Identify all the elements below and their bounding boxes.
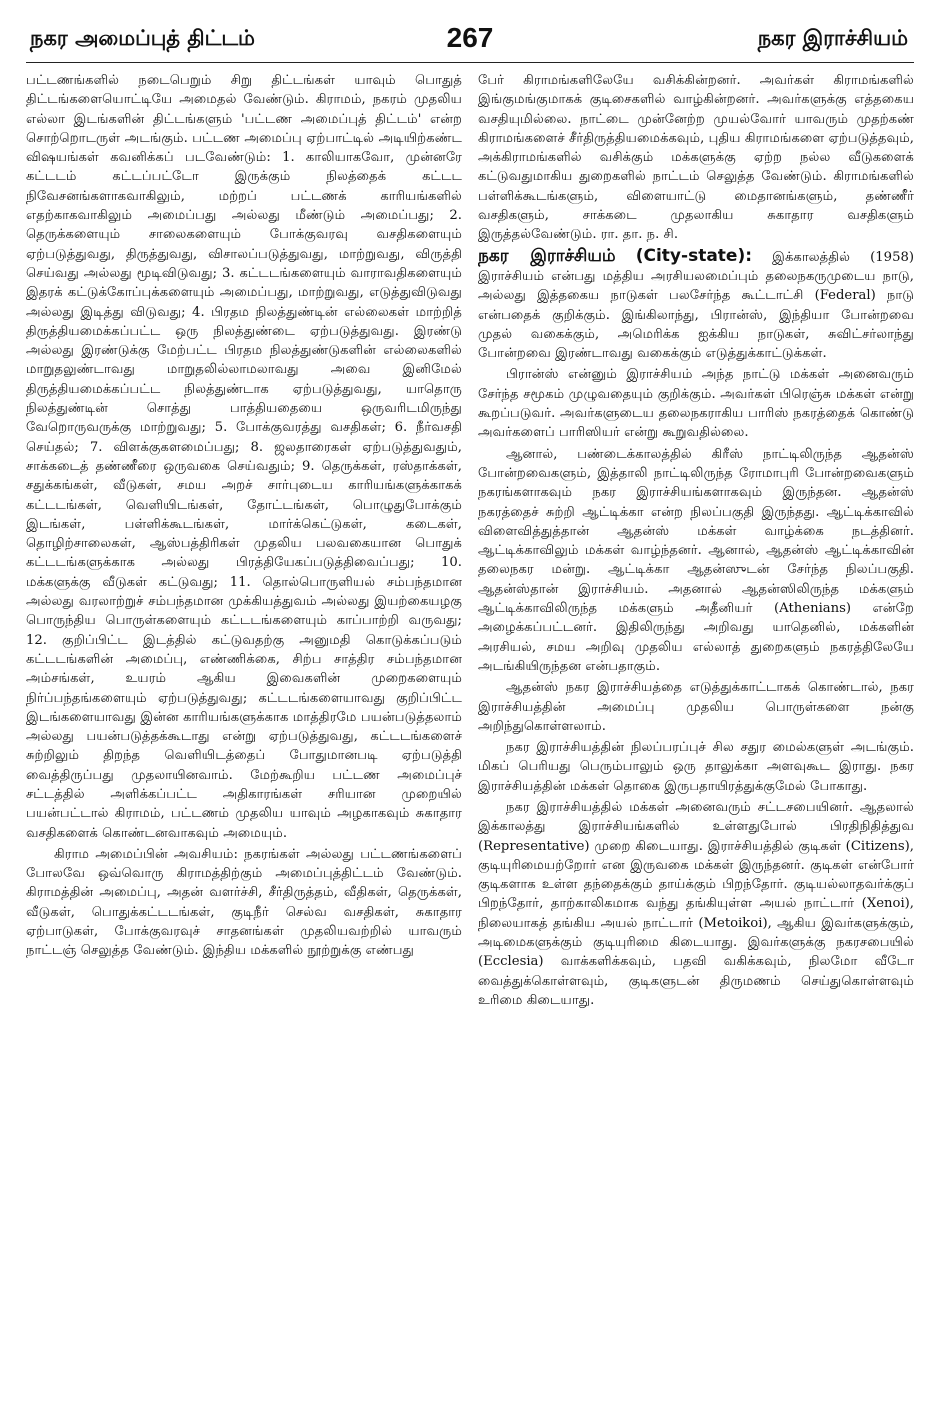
author-signature: ரா. தா. ந. சி. xyxy=(600,227,679,243)
running-title-left: நகர அமைப்புத் திட்டம் xyxy=(30,26,255,50)
page-number: 267 xyxy=(446,22,494,53)
paragraph: ஆனால், பண்டைக்காலத்தில் கிரீஸ் நாட்டிலிருந்த ஆதன்ஸ் போன்றவைகளும், இத்தாலி நாட்டிலிருந்த ரோமாபுரி போன்றவைகளும் நகரங்களாகவும் நகர இராச்சியங்களாகவும் இருந்தன. ஆதன்ஸ் நகரத்தைச் சுற்றி ஆட்டிக்கா என்ற நிலப்பகுதி இருந்தது. ஆட்டிக்காவில் விளைவித்துத்தான் ஆதன்ஸ் மக்கள் வாழ்க்கை நடத்தினர். ஆட்டிக்காவிலும் மக்கள் வாழ்ந்தனர். ஆனால், ஆதன்ஸ் ஆட்டிக்காவின் தலைநகர மன்று. ஆட்டிக்கா ஆதன்ஸுடன் சேர்ந்த நிலப்பகுதி. ஆதன்ஸ்தான் இராச்சியம். அதனால் ஆதன்ஸிலிருந்த மக்களும் ஆட்டிக்காவிலிருந்த மக்களும் அதீனியர் (Athenians) என்றே அழைக்கப்பட்டனர். இதிலிருந்து அறிவது யாதெனில், மக்களின் அரசியல், சமய அறிவு முதலிய எல்லாத் துறைகளும் நகரத்திலேயே அடங்கியிருந்தன என்பதாகும். xyxy=(478,446,914,674)
paragraph: நகர இராச்சியத்தின் நிலப்பரப்புச் சில சதுர மைல்களுள் அடங்கும். மிகப் பெரியது பெரும்பாலும் ஒரு தாலுக்கா அளவுகூட இராது. நகர இராச்சியத்தின் மக்கள் தொகை இருபதாயிரத்துக்குமேல் போகாது. xyxy=(478,740,914,794)
paragraph: நகர இராச்சியத்தில் மக்கள் அனைவரும் சட்டசபையினர். ஆதலால் இக்காலத்து இராச்சியங்களில் உள்ளதுபோல் பிரதிநிதித்துவ (Representative) முறை கிடையாது. இராச்சியத்தில் குடிகள் (Citizens), குடியுரிமையற்றோர் என இருவகை மக்கள் இருந்தனர். குடிகள் என்போர் குடிகளாக உள்ள தந்தைக்கும் தாய்க்கும் பிறந்தோர். குடியல்லாதவர்க்குப் பிறந்தோர், தாற்காலிகமாக வந்து தங்கியுள்ள அயல் நாட்டார் (Xenoi), நிலையாகத் தங்கிய அயல் நாட்டார் (Metoikoi), ஆகிய இவர்களுக்கும், அடிமைகளுக்கும் குடியுரிமை கிடையாது. இவர்களுக்கு நகரசபையில் (Ecclesia) வாக்களிக்கவும், பதவி வகிக்கவும், நிலமோ வீடோ வைத்துக்கொள்ளவும், குடிகளுடன் திருமணம் செய்துகொள்ளவும் உரிமை கிடையாது. xyxy=(478,799,914,1008)
page-header xyxy=(26,22,914,63)
paragraph: ஆதன்ஸ் நகர இராச்சியத்தை எடுத்துக்காட்டாகக் கொண்டால், நகர இராச்சியத்தின் அமைப்பு முதலிய பொருள்களை நன்கு அறிந்துகொள்ளலாம். xyxy=(478,680,914,734)
left-column xyxy=(26,71,462,1421)
paragraph: கிராம அமைப்பின் அவசியம்: நகரங்கள் அல்லது பட்டணங்களைப் போலவே ஒவ்வொரு கிராமத்திற்கும் அமைப்புத்திட்டம் வேண்டும். கிராமத்தின் அமைப்பு, அதன் வளர்ச்சி, சீர்திருத்தம், வீதிகள், தெருக்கள், வீடுகள், பொதுக்கட்டடங்கள், குடிநீர் செல்வ வசதிகள், சுகாதார ஏற்பாடுகள், போக்குவரவுச் சாதனங்கள் முதலியவற்றில் யாவரும் நாட்டஞ் செலுத்த வேண்டும். இந்திய மக்களில் நூற்றுக்கு எண்பது xyxy=(26,846,462,959)
right-column xyxy=(478,71,914,1421)
entry-headword-english: (City-state): xyxy=(635,245,753,266)
paragraph: பிரான்ஸ் என்னும் இராச்சியம் அந்த நாட்டு மக்கள் அனைவரும் சேர்ந்த சமூகம் முழுவதையும் குறிக்கும். அவர்கள் பிரெஞ்சு மக்கள் என்று கூறப்படுவர். அவர்களுடைய தலைநகராகிய பாரிஸ் நகரத்தைக் கொண்டு அவர்களைப் பாரிஸியர் என்று கூறுவதில்லை. xyxy=(478,367,914,441)
paragraph-text: பேர் கிராமங்களிலேயே வசிக்கின்றனர். அவர்கள் கிராமங்களில் இங்குமங்குமாகக் குடிசைகளில் வாழ்கின்றனர். அவர்களுக்கு எத்தகைய வசதியுமில்லை. நாட்டை முன்னேற்ற முயல்வோர் யாவரும் முதற்கண் கிராமங்களைச் சீர்திருத்தியமைக்கவும், புதிய கிராமங்களை ஏற்படுத்தவும், அக்கிராமங்களில் வசிக்கும் மக்களுக்கு ஏற்ற நல்ல வீடுகளைக் கட்டுவதுமாகிய துறைகளில் நாட்டம் செலுத்த வேண்டும். கிராமங்களில் பள்ளிக்கூடங்களும், விளையாட்டு மைதானங்களும், தண்ணீர் வசதிகளும், சாக்கடை முதலாகிய சுகாதார வசதிகளும் இருத்தல்வேண்டும். xyxy=(478,73,914,243)
paragraph xyxy=(478,71,914,245)
paragraph-text: இக்காலத்தில் (1958) இராச்சியம் என்பது மத்திய அரசியலமைப்பும் தலைநகருமுடைய நாடு, அல்லது இத்தகைய நாடுகள் பலசேர்ந்த கூட்டாட்சி (Federal) நாடு என்பதைக் குறிக்கும். இங்கிலாந்து, பிரான்ஸ், இந்தியா போன்றவை முதல் வகைக்கும், அமெரிக்க ஐக்கிய நாடுகள், சுவிட்சர்லாந்து போன்றவை இரண்டாவது வகைக்கும் எடுத்துக்காட்டுக்கள். xyxy=(478,249,914,362)
running-title-right: நகர இராச்சியம் xyxy=(757,26,908,50)
entry-headword: நகர இராச்சியம் xyxy=(478,245,616,266)
paragraph: பட்டணங்களில் நடைபெறும் சிறு திட்டங்கள் யாவும் பொதுத் திட்டங்களையொட்டியே அமைதல் வேண்டும். கிராமம், நகரம் முதலிய எல்லா இடங்களின் திட்டங்களும் 'பட்டண அமைப்புத் திட்டம்' என்ற சொற்றொடருள் அடங்கும். பட்டண அமைப்பு ஏற்பாட்டில் அடியிற்கண்ட விஷயங்கள் கவனிக்கப் படவேண்டும்: 1. காலியாகவோ, முன்னரே கட்டடம் கட்டப்பட்டோ இருக்கும் நிலத்தைக் கட்டட நிவேசனங்களாகவாகிலும், மற்றப் பட்டணக் காரியங்களில் எதற்காகவாகிலும் அமைப்பது அல்லது மீண்டும் அமைப்பது; 2. தெருக்களையும் சாலைகளையும் போக்குவரவு வசதிகளையும் ஏற்படுத்துவது, திருத்துவது, விசாலப்படுத்துவது, மாற்றுவது, விருத்தி செய்வது அல்லது மூடிவிடுவது; 3. கட்டடங்களையும் வாராவதிகளையும் இதரக் கட்டுக்கோப்புக்களையும் அமைப்பது, மாற்றுவது, எடுத்துவிடுவது அல்லது இடித்து விடுவது; 4. பிரதம நிலத்துண்டின் எல்லைகள் மாற்றித் திருத்தியமைக்கப்பட்ட ஒரு நிலத்துண்டை ஏற்படுத்துவது. இரண்டு அல்லது இரண்டுக்கு மேற்பட்ட பிரதம நிலத்துண்டுகளின் எல்லைகளில் மாறுதலுண்டாவது மாறுதலில்லாமலாவது அவை இனிமேல் திருத்தியமைக்கப்பட்ட நிலத்துண்டாக ஏற்படுத்துவது, யாதொரு நிலத்துண்டின் சொத்து பாத்தியதையை ஒருவரிடமிருந்து வேறொருவருக்கு மாற்றுவது; 5. போக்குவரத்து வசதிகள்; 6. நீர்வசதி செய்தல்; 7. விளக்குகளமைப்பது; 8. ஜலதாரைகள் ஏற்படுத்துவதும், சாக்கடைத் தண்ணீரை ஒருவகை செய்வதும்; 9. தெருக்கள், ரஸ்தாக்கள், சதுக்கங்கள், வீடுகள், சமய அறச் சார்புடைய காரியங்களுக்காகக் கட்டடங்கள், வெளியிடங்கள், தோட்டங்கள், பொழுதுபோக்கும் இடங்கள், பள்ளிக்கூடங்கள், மார்க்கெட்டுகள், கடைகள், தொழிற்சாலைகள், ஆஸ்பத்திரிகள் முதலிய பலவகையான பொதுக் கட்டடங்களுக்காக அல்லது பிரத்தியேகப்படுத்திவைப்பது; 10. மக்களுக்கு வீடுகள் கட்டுவது; 11. தொல்பொருளியல் சம்பந்தமான அல்லது வரலாற்றுச் சம்பந்தமான முக்கியத்துவம் அல்லது இயற்கையழகு பொருந்திய பொருள்களையும் கட்டடங்களையும் காப்பாற்றி வருவது; 12. குறிப்பிட்ட இடத்தில் கட்டுவதற்கு அனுமதி கொடுக்கப்படும் கட்டடங்களின் அமைப்பு, எண்ணிக்கை, சிற்ப சாத்திர சம்பந்தமான அம்சங்கள், உயரம் ஆகிய இவைகளின் முறைகளையும் நிர்ப்பந்தங்களையும் ஏற்படுத்துவது; கட்டடங்களையாவது குறிப்பிட்ட இடங்களையாவது இன்ன காரியங்களுக்காக மாத்திரமே பயன்படுத்தலாம் அல்லது பயன்படுத்தக்கூடாது என்று ஏற்படுத்துவது, கட்டடங்களைச் சுற்றிலும் திறந்த வெளியிடத்தைப் போதுமானபடி ஏற்படுத்தி வைத்திருப்பது முதலாயினவாம். மேற்கூறிய பட்டண அமைப்புச் சட்டத்தில் அளிக்கப்பட்ட அதிகாரங்கள் சரியான முறையில் பயன்பட்டால் கிராமம், பட்டணம் முதலிய யாவும் அழகாகவும் சுகாதார வசதிகளைக் கொண்டனவாகவும் அமையும். xyxy=(26,73,462,841)
entry-paragraph xyxy=(478,247,914,364)
two-column-body xyxy=(26,71,914,1421)
